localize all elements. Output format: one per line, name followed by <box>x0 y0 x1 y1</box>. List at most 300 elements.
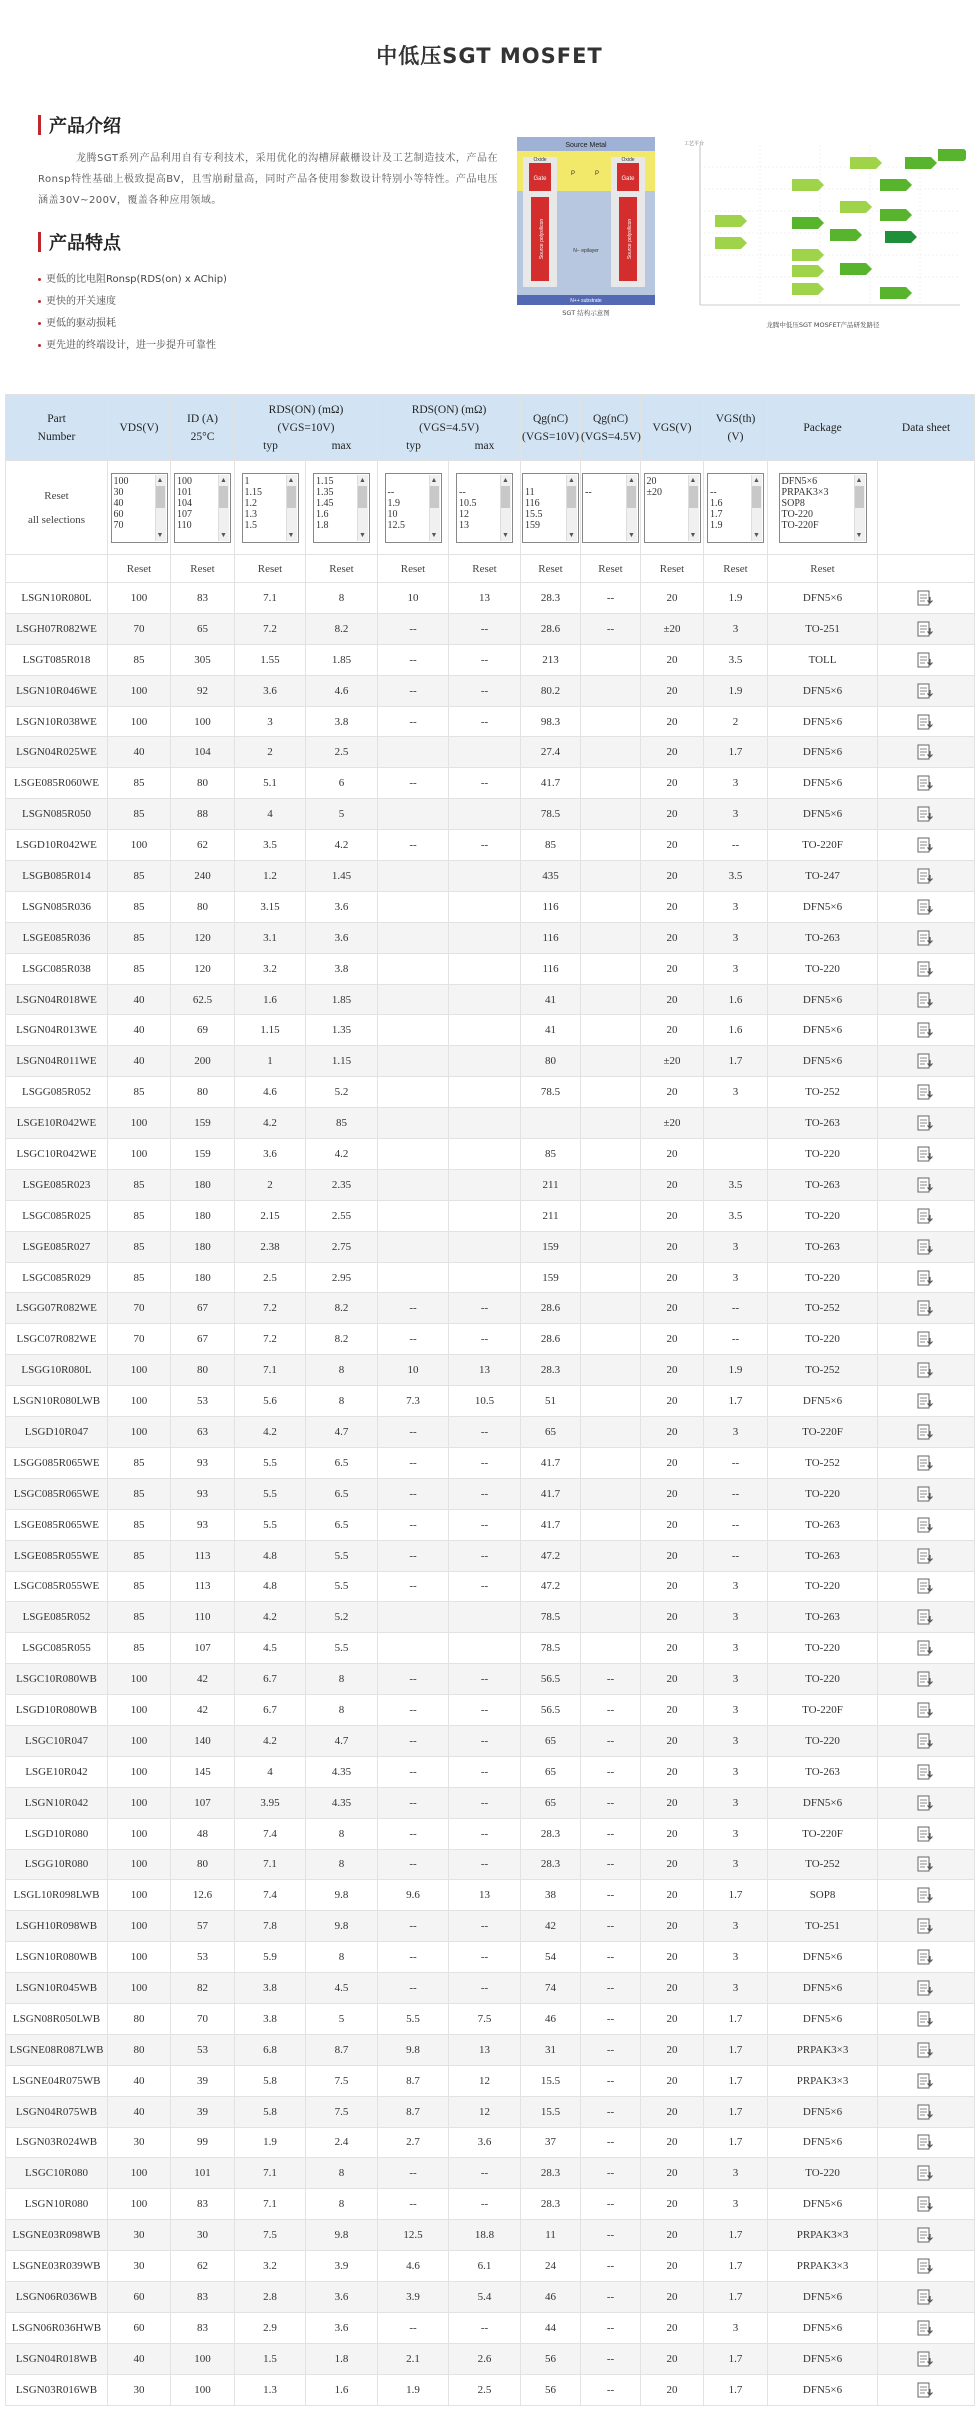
filter-option[interactable]: 107 <box>177 508 192 520</box>
features-heading <box>38 229 498 255</box>
table-cell: 8 <box>306 1942 378 1973</box>
table-cell: 3.9 <box>378 2281 449 2312</box>
datasheet-download-icon[interactable] <box>878 1602 975 1633</box>
table-cell: 56 <box>521 2374 581 2405</box>
table-cell: 3.6 <box>306 922 378 953</box>
scrollbar-thumb[interactable] <box>752 486 761 508</box>
table-row <box>6 737 975 768</box>
scrollbar-thumb[interactable] <box>855 486 864 508</box>
table-cell <box>378 1139 449 1170</box>
table-cell: 8.2 <box>306 1324 378 1355</box>
scrollbar-thumb[interactable] <box>358 486 367 508</box>
table-cell: LSGE085R023 <box>6 1169 108 1200</box>
reset-vgsth-link[interactable]: Reset <box>704 555 768 583</box>
scrollbar[interactable] <box>286 475 297 541</box>
table-cell: 1.7 <box>704 2096 768 2127</box>
filter-option[interactable] <box>525 476 564 487</box>
table-cell: 60 <box>108 2312 171 2343</box>
table-cell: ±20 <box>641 1108 704 1139</box>
table-cell: 20 <box>641 1540 704 1571</box>
filter-option[interactable]: 100 <box>177 475 192 487</box>
scrollbar[interactable] <box>500 475 511 541</box>
datasheet-download-icon[interactable] <box>878 1725 975 1756</box>
datasheet-download-icon[interactable] <box>878 1355 975 1386</box>
scrollbar[interactable] <box>429 475 440 541</box>
table-cell: 78.5 <box>521 1602 581 1633</box>
filter-option[interactable] <box>388 476 427 487</box>
filter-option[interactable]: 1 <box>244 475 250 487</box>
scrollbar-thumb[interactable] <box>627 486 636 508</box>
table-cell: 56.5 <box>521 1664 581 1695</box>
table-cell: DFN5×6 <box>768 706 878 737</box>
table-cell: 3 <box>704 1231 768 1262</box>
datasheet-download-icon[interactable] <box>878 1139 975 1170</box>
scrollbar-thumb[interactable] <box>430 486 439 508</box>
table-cell: 85 <box>108 1571 171 1602</box>
datasheet-download-icon[interactable] <box>878 1200 975 1231</box>
table-cell: 56 <box>521 2343 581 2374</box>
scrollbar[interactable] <box>854 475 865 541</box>
package-filter-select[interactable] <box>779 473 867 543</box>
filter-option[interactable]: -- <box>710 486 717 498</box>
filter-option[interactable]: 30 <box>113 486 124 498</box>
filter-option[interactable]: 101 <box>177 486 192 498</box>
table-cell: -- <box>449 2312 521 2343</box>
table-cell: -- <box>581 1818 641 1849</box>
datasheet-download-icon[interactable] <box>878 675 975 706</box>
roadmap-box <box>840 201 872 213</box>
table-cell: 5 <box>306 799 378 830</box>
table-row <box>6 2096 975 2127</box>
table-cell: -- <box>581 2127 641 2158</box>
table-row <box>6 1015 975 1046</box>
datasheet-download-icon[interactable] <box>878 1478 975 1509</box>
table-cell: 5.5 <box>306 1571 378 1602</box>
filter-option[interactable]: 1.15 <box>244 486 262 498</box>
filter-option[interactable]: 11 <box>525 486 535 498</box>
filter-option[interactable]: 1.6 <box>316 508 329 520</box>
table-cell: 85 <box>108 1447 171 1478</box>
table-cell: -- <box>581 2374 641 2405</box>
table-cell: 3 <box>704 1911 768 1942</box>
rds10-typ-filter-select[interactable] <box>242 473 299 543</box>
table-cell: -- <box>449 1540 521 1571</box>
scrollbar-thumb[interactable] <box>156 486 165 508</box>
table-cell: 100 <box>108 1386 171 1417</box>
scrollbar[interactable] <box>155 475 166 541</box>
table-row <box>6 2065 975 2096</box>
table-cell: 28.3 <box>521 583 581 614</box>
col-vds: VDS(V) <box>108 395 171 461</box>
table-cell: 7.5 <box>306 2096 378 2127</box>
datasheet-download-icon[interactable] <box>878 1787 975 1818</box>
roadmap-box <box>880 179 912 191</box>
qg10-filter-select[interactable] <box>522 473 579 543</box>
scrollbar[interactable] <box>688 475 699 541</box>
filter-option[interactable]: 116 <box>525 497 540 509</box>
table-cell: ±20 <box>641 613 704 644</box>
filter-option[interactable]: TO-220 <box>781 508 814 520</box>
table-cell: TO-263 <box>768 1231 878 1262</box>
table-cell: TO-220 <box>768 1324 878 1355</box>
reset-package-link[interactable]: Reset <box>768 555 878 583</box>
table-cell: 3 <box>704 1417 768 1448</box>
scrollbar[interactable] <box>566 475 577 541</box>
scrollbar-thumb[interactable] <box>567 486 576 508</box>
table-cell: 51 <box>521 1386 581 1417</box>
reset-rds45-max-link[interactable]: Reset <box>449 555 521 583</box>
filter-option[interactable]: 10.5 <box>459 497 477 509</box>
datasheet-download-icon[interactable] <box>878 1293 975 1324</box>
filter-option[interactable]: 40 <box>113 497 124 509</box>
reset-qg45-link[interactable]: Reset <box>581 555 641 583</box>
datasheet-download-icon[interactable] <box>878 2034 975 2065</box>
table-cell: 3 <box>704 1633 768 1664</box>
table-cell: 20 <box>641 737 704 768</box>
table-cell: -- <box>378 1540 449 1571</box>
table-cell: 20 <box>641 1355 704 1386</box>
table-cell: 85 <box>108 922 171 953</box>
filter-option[interactable]: 159 <box>525 519 541 531</box>
table-cell: 41 <box>521 984 581 1015</box>
datasheet-download-icon[interactable] <box>878 1447 975 1478</box>
datasheet-download-icon[interactable] <box>878 1880 975 1911</box>
datasheet-download-icon[interactable] <box>878 1911 975 1942</box>
table-row <box>6 1973 975 2004</box>
rds45-typ-filter-select[interactable] <box>385 473 442 543</box>
feature-list <box>38 269 498 357</box>
table-cell: -- <box>378 1942 449 1973</box>
table-cell <box>378 1200 449 1231</box>
table-cell: 1.7 <box>704 2281 768 2312</box>
filter-option[interactable]: 1.2 <box>244 497 257 509</box>
filter-option[interactable]: 1.8 <box>316 519 329 531</box>
table-row <box>6 1447 975 1478</box>
table-cell: 7.5 <box>449 2003 521 2034</box>
table-cell: 107 <box>171 1787 235 1818</box>
datasheet-download-icon[interactable] <box>878 1169 975 1200</box>
datasheet-download-icon[interactable] <box>878 1818 975 1849</box>
table-cell: 80 <box>171 891 235 922</box>
filter-option[interactable]: 100 <box>113 475 129 487</box>
table-cell <box>581 1540 641 1571</box>
heading-bar <box>38 232 41 252</box>
table-row <box>6 1417 975 1448</box>
filter-option[interactable]: 13 <box>459 519 470 531</box>
datasheet-download-icon[interactable] <box>878 2312 975 2343</box>
vds-filter-select[interactable] <box>111 473 168 543</box>
table-cell: 100 <box>108 1911 171 1942</box>
datasheet-download-icon[interactable] <box>878 2065 975 2096</box>
col-package: Package <box>768 395 878 461</box>
filter-option[interactable] <box>459 476 498 487</box>
table-cell <box>581 1169 641 1200</box>
filter-option[interactable]: 20 <box>646 475 657 487</box>
filter-option[interactable]: 1.7 <box>710 508 723 520</box>
table-cell: 78.5 <box>521 1077 581 1108</box>
roadmap-box <box>830 229 862 241</box>
table-cell: 65 <box>171 613 235 644</box>
datasheet-download-icon[interactable] <box>878 1849 975 1880</box>
table-cell: 11 <box>521 2220 581 2251</box>
table-cell: -- <box>378 2189 449 2220</box>
table-cell: LSGN03R024WB <box>6 2127 108 2158</box>
datasheet-download-icon[interactable] <box>878 2158 975 2189</box>
reset-vgs-link[interactable]: Reset <box>641 555 704 583</box>
table-cell: 30 <box>108 2220 171 2251</box>
datasheet-download-icon[interactable] <box>878 891 975 922</box>
reset-vds-link[interactable]: Reset <box>108 555 171 583</box>
filter-option[interactable]: SOP8 <box>781 497 805 509</box>
filter-option[interactable]: 12.5 <box>387 519 406 531</box>
datasheet-download-icon[interactable] <box>878 1633 975 1664</box>
table-cell: LSGE085R027 <box>6 1231 108 1262</box>
datasheet-download-icon[interactable] <box>878 1386 975 1417</box>
table-cell: 3 <box>704 1695 768 1726</box>
table-row <box>6 1509 975 1540</box>
datasheet-download-icon[interactable] <box>878 2003 975 2034</box>
filter-option[interactable]: 1.5 <box>244 519 257 531</box>
reset-rds10-max-link[interactable]: Reset <box>306 555 378 583</box>
filter-option[interactable]: 70 <box>113 519 124 531</box>
table-cell: 20 <box>641 830 704 861</box>
filter-option[interactable]: 1.35 <box>316 486 334 498</box>
datasheet-download-icon[interactable] <box>878 830 975 861</box>
datasheet-download-icon[interactable] <box>878 922 975 953</box>
datasheet-download-icon[interactable] <box>878 1324 975 1355</box>
scrollbar-thumb[interactable] <box>287 486 296 508</box>
datasheet-download-icon[interactable] <box>878 2220 975 2251</box>
table-cell: 5.5 <box>306 1540 378 1571</box>
filter-option[interactable]: -- <box>459 486 466 498</box>
table-cell: 3 <box>704 2189 768 2220</box>
reset-rds10-typ-link[interactable]: Reset <box>235 555 306 583</box>
table-cell: 2 <box>704 706 768 737</box>
scrollbar-thumb[interactable] <box>501 486 510 508</box>
table-row <box>6 1386 975 1417</box>
filter-option[interactable]: TO-220F <box>781 519 819 531</box>
table-cell: 3.6 <box>449 2127 521 2158</box>
gate-label-left: Gate <box>533 176 547 182</box>
scrollbar-thumb[interactable] <box>689 486 698 508</box>
datasheet-download-icon[interactable] <box>878 2251 975 2282</box>
table-cell <box>449 1139 521 1170</box>
table-cell: 100 <box>108 1725 171 1756</box>
table-cell: 2.9 <box>235 2312 306 2343</box>
datasheet-download-icon[interactable] <box>878 2189 975 2220</box>
table-cell: LSGT085R018 <box>6 644 108 675</box>
filter-option[interactable]: 1.6 <box>710 497 723 509</box>
table-cell: 1.3 <box>235 2374 306 2405</box>
table-cell: 6.5 <box>306 1447 378 1478</box>
reset-all-button[interactable]: Reset all selections <box>6 461 108 555</box>
rds10-max-filter-select[interactable] <box>313 473 370 543</box>
datasheet-download-icon[interactable] <box>878 1015 975 1046</box>
table-cell: 5.4 <box>449 2281 521 2312</box>
feature-item: 更快的开关速度 <box>38 291 498 313</box>
intro-heading-text: 产品介绍 <box>49 116 121 137</box>
datasheet-download-icon[interactable] <box>878 1262 975 1293</box>
scrollbar[interactable] <box>218 475 229 541</box>
datasheet-download-icon[interactable] <box>878 1571 975 1602</box>
filter-option[interactable]: ±20 <box>646 486 663 498</box>
table-cell: 8.2 <box>306 1293 378 1324</box>
table-cell: 113 <box>171 1540 235 1571</box>
datasheet-download-icon[interactable] <box>878 1077 975 1108</box>
datasheet-download-icon[interactable] <box>878 706 975 737</box>
table-cell: 85 <box>108 768 171 799</box>
table-cell: 159 <box>521 1231 581 1262</box>
table-cell: 3.6 <box>235 675 306 706</box>
table-cell: -- <box>449 1787 521 1818</box>
filter-option[interactable]: -- <box>585 486 592 498</box>
datasheet-download-icon[interactable] <box>878 861 975 892</box>
table-cell: LSGN04R025WE <box>6 737 108 768</box>
filter-option[interactable]: 1.45 <box>316 497 334 509</box>
datasheet-download-icon[interactable] <box>878 1108 975 1139</box>
datasheet-download-icon[interactable] <box>878 613 975 644</box>
datasheet-download-icon[interactable] <box>878 1695 975 1726</box>
table-cell: 1.7 <box>704 2003 768 2034</box>
table-cell: 5.8 <box>235 2065 306 2096</box>
table-cell: 7.1 <box>235 1355 306 1386</box>
table-cell: -- <box>378 1756 449 1787</box>
table-cell: 1.7 <box>704 1046 768 1077</box>
datasheet-download-icon[interactable] <box>878 1942 975 1973</box>
table-cell: 159 <box>171 1139 235 1170</box>
table-cell: TO-263 <box>768 1169 878 1200</box>
vgsth-filter-select[interactable] <box>707 473 764 543</box>
table-cell: 2.15 <box>235 1200 306 1231</box>
datasheet-download-icon[interactable] <box>878 984 975 1015</box>
datasheet-download-icon[interactable] <box>878 1664 975 1695</box>
filter-option[interactable]: PRPAK3×3 <box>781 486 829 498</box>
datasheet-download-icon[interactable] <box>878 583 975 614</box>
filter-option[interactable]: 110 <box>177 519 192 531</box>
table-cell: TO-263 <box>768 1756 878 1787</box>
datasheet-download-icon[interactable] <box>878 1509 975 1540</box>
feature-item: 更先进的终端设计，进一步提升可靠性 <box>38 335 498 357</box>
reset-qg10-link[interactable]: Reset <box>521 555 581 583</box>
datasheet-download-icon[interactable] <box>878 2096 975 2127</box>
datasheet-download-icon[interactable] <box>878 644 975 675</box>
filter-option[interactable]: 1.15 <box>316 475 334 487</box>
table-cell: -- <box>449 1942 521 1973</box>
table-cell <box>378 891 449 922</box>
table-row <box>6 768 975 799</box>
table-cell: 93 <box>171 1447 235 1478</box>
filter-option[interactable] <box>710 476 749 487</box>
table-cell: 98.3 <box>521 706 581 737</box>
filter-option[interactable]: 1.9 <box>387 497 401 509</box>
table-cell: TO-220 <box>768 1633 878 1664</box>
datasheet-download-icon[interactable] <box>878 799 975 830</box>
table-cell: 8 <box>306 1386 378 1417</box>
table-cell: 13 <box>449 1880 521 1911</box>
table-cell: -- <box>449 1478 521 1509</box>
datasheet-download-icon[interactable] <box>878 2281 975 2312</box>
table-cell: LSGNE04R075WB <box>6 2065 108 2096</box>
filter-option[interactable]: 60 <box>113 508 124 520</box>
table-cell: 60 <box>108 2281 171 2312</box>
table-row <box>6 1849 975 1880</box>
datasheet-download-icon[interactable] <box>878 2374 975 2405</box>
scrollbar[interactable] <box>357 475 368 541</box>
table-cell: DFN5×6 <box>768 1046 878 1077</box>
qg45-filter-select[interactable] <box>582 473 639 543</box>
table-cell: DFN5×6 <box>768 1787 878 1818</box>
datasheet-download-icon[interactable] <box>878 1973 975 2004</box>
page-title: 中低压SGT MOSFET <box>376 44 603 68</box>
datasheet-download-icon[interactable] <box>878 1046 975 1077</box>
filter-option[interactable]: DFN5×6 <box>781 475 818 487</box>
filter-option[interactable] <box>585 476 624 487</box>
id-filter-select[interactable] <box>174 473 231 543</box>
roadmap-box <box>880 287 912 299</box>
scrollbar[interactable] <box>626 475 637 541</box>
datasheet-download-icon[interactable] <box>878 737 975 768</box>
reset-id-link[interactable]: Reset <box>171 555 235 583</box>
table-cell: 5.5 <box>235 1478 306 1509</box>
datasheet-download-icon[interactable] <box>878 1540 975 1571</box>
table-cell: 4.7 <box>306 1725 378 1756</box>
col-vgsth: VGS(th) (V) <box>704 395 768 461</box>
table-cell: LSGC10R047 <box>6 1725 108 1756</box>
table-cell: 2.4 <box>306 2127 378 2158</box>
datasheet-download-icon[interactable] <box>878 953 975 984</box>
table-cell: 46 <box>521 2281 581 2312</box>
datasheet-download-icon[interactable] <box>878 1417 975 1448</box>
vgs-filter-select[interactable] <box>644 473 701 543</box>
filter-option[interactable]: -- <box>387 486 395 498</box>
filter-option[interactable]: 104 <box>177 497 192 509</box>
datasheet-download-icon[interactable] <box>878 2343 975 2374</box>
filter-option[interactable]: 1.3 <box>244 508 257 520</box>
rds45-max-filter-select[interactable] <box>456 473 513 543</box>
scrollbar[interactable] <box>751 475 762 541</box>
table-cell: 41.7 <box>521 1447 581 1478</box>
filter-option[interactable]: 15.5 <box>525 508 543 520</box>
datasheet-download-icon[interactable] <box>878 768 975 799</box>
scrollbar-thumb[interactable] <box>219 486 228 508</box>
table-cell: 20 <box>641 1787 704 1818</box>
reset-rds45-typ-link[interactable]: Reset <box>378 555 449 583</box>
table-cell: -- <box>378 1818 449 1849</box>
table-cell: 40 <box>108 2065 171 2096</box>
datasheet-download-icon[interactable] <box>878 2127 975 2158</box>
table-cell: 20 <box>641 891 704 922</box>
table-cell: LSGE10R042WE <box>6 1108 108 1139</box>
table-cell: 12.5 <box>378 2220 449 2251</box>
table-cell: 1.7 <box>704 737 768 768</box>
intro-text: 龙腾SGT系列产品利用自有专利技术，采用优化的沟槽屏蔽栅设计及工艺制造技术，产品在Ronsp特性基础上极致提高BV，且雪崩耐量高，同时产品各使用参数设计特别小等特性。产品电压涵盖30V~200V，覆盖各种应用领域。 <box>38 153 498 206</box>
datasheet-download-icon[interactable] <box>878 1756 975 1787</box>
table-cell: 63 <box>171 1417 235 1448</box>
filter-option[interactable]: 12 <box>459 508 470 520</box>
table-cell: 5.5 <box>378 2003 449 2034</box>
table-cell: DFN5×6 <box>768 2127 878 2158</box>
table-cell <box>378 953 449 984</box>
sgt-structure-diagram <box>517 137 655 317</box>
datasheet-download-icon[interactable] <box>878 1231 975 1262</box>
col-id: ID (A) 25°C <box>171 395 235 461</box>
table-cell: 24 <box>521 2251 581 2282</box>
filter-option[interactable]: 10 <box>387 508 398 520</box>
table-cell <box>581 1417 641 1448</box>
filter-option[interactable]: 1.9 <box>710 519 723 531</box>
table-cell: 3 <box>704 2158 768 2189</box>
table-cell: TO-220 <box>768 2158 878 2189</box>
